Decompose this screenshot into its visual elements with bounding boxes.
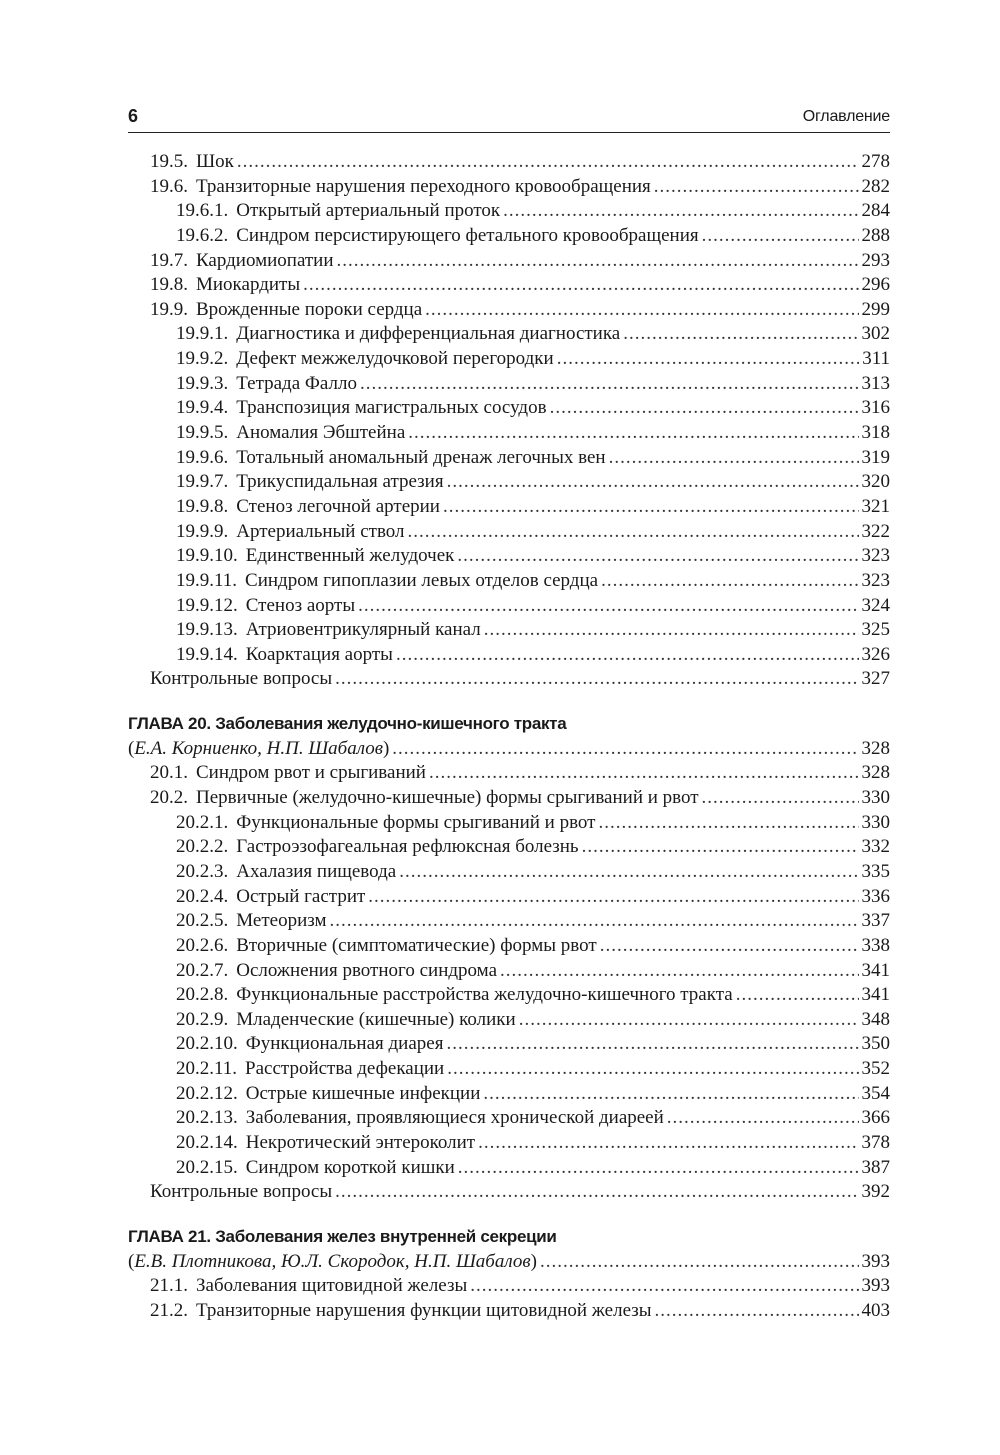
entry-number: 21.1. <box>150 1275 188 1297</box>
toc-entry <box>128 1008 890 1033</box>
page-ref: 326 <box>861 643 890 665</box>
entry-title: Заболевания, проявляющиеся хронической диареей <box>245 1107 664 1129</box>
entry-title: Единственный желудочек <box>245 545 455 567</box>
dot-leader <box>623 322 858 347</box>
entry-number: 20.2.11. <box>176 1058 238 1080</box>
dot-leader <box>478 1131 858 1156</box>
entry-title: Аномалия Эбштейна <box>236 422 406 444</box>
running-header <box>128 104 890 133</box>
entry-number: 20.2.7. <box>176 959 229 981</box>
page-ref: 332 <box>861 836 890 858</box>
entry-number: 19.9.10. <box>176 545 238 567</box>
entry-title: Тетрада Фалло <box>236 372 357 394</box>
entry-number: 20.2.13. <box>176 1107 238 1129</box>
dot-leader <box>457 544 858 569</box>
entry-title: Острый гастрит <box>236 885 366 907</box>
chapter-authors-line <box>128 1250 890 1275</box>
dot-leader <box>503 199 858 224</box>
entry-number: 19.9. <box>150 298 188 320</box>
entry-number: 19.9.5. <box>176 422 229 444</box>
toc-entry <box>128 885 890 910</box>
entry-number: 19.9.13. <box>176 619 238 641</box>
paren-close: ) <box>530 1250 537 1272</box>
toc-entry <box>128 249 890 274</box>
toc-entry <box>128 347 890 372</box>
entry-number: 19.5. <box>150 151 188 172</box>
toc-entry <box>128 934 890 959</box>
section-spacer <box>128 692 890 700</box>
entry-title: Артериальный ствол <box>236 520 405 542</box>
entry-number: 20.1. <box>150 762 188 784</box>
entry-title: Шок <box>196 151 234 172</box>
toc-entry <box>128 618 890 643</box>
entry-title: Заболевания щитовидной железы <box>196 1275 468 1297</box>
page-ref: 324 <box>861 594 890 616</box>
entry-title: Транзиторные нарушения функции щитовидной железы <box>196 1299 652 1321</box>
dot-leader <box>598 811 858 836</box>
toc-entry <box>128 150 890 175</box>
toc-entry <box>128 1156 890 1181</box>
page-ref: 341 <box>861 959 890 981</box>
page-ref: 378 <box>861 1131 890 1153</box>
page-ref: 323 <box>861 545 890 567</box>
dot-leader <box>408 421 858 446</box>
dot-leader <box>550 396 859 421</box>
entry-number: 20.2.6. <box>176 934 229 956</box>
page-ref: 330 <box>861 811 890 833</box>
entry-number: 20.2.2. <box>176 836 229 858</box>
toc-entry <box>128 1032 890 1057</box>
page-ref: 296 <box>861 274 890 296</box>
entry-title: Открытый артериальный проток <box>236 200 501 222</box>
page-ref: 318 <box>861 422 890 444</box>
page-ref: 336 <box>861 885 890 907</box>
chapter-heading: ГЛАВА 21. Заболевания желез внутренней секреции <box>128 1226 557 1246</box>
chapter-authors: Е.А. Корниенко, Н.П. Шабалов <box>134 737 383 759</box>
entry-number: 20.2. <box>150 787 188 809</box>
entry-number: 20.2.4. <box>176 885 229 907</box>
dot-leader <box>470 1274 858 1299</box>
page-ref: 392 <box>861 1181 890 1203</box>
dot-leader <box>655 1299 859 1324</box>
toc-entry <box>128 495 890 520</box>
dot-leader <box>582 835 859 860</box>
dot-leader <box>447 470 859 495</box>
paren-open: ( <box>128 1250 135 1272</box>
page-ref: 319 <box>861 446 890 468</box>
entry-number: 19.7. <box>150 249 188 271</box>
entry-number: 19.9.6. <box>176 446 229 468</box>
dot-leader <box>540 1250 859 1275</box>
entry-title: Коарктация аорты <box>245 643 393 665</box>
page-number: 6 <box>128 106 139 126</box>
page-ref: 311 <box>862 348 890 370</box>
entry-number: 19.9.14. <box>176 643 238 665</box>
dot-leader <box>736 983 859 1008</box>
page-ref: 366 <box>861 1107 890 1129</box>
entry-title: Расстройства дефекации <box>245 1058 445 1080</box>
page-ref: 403 <box>861 1299 890 1321</box>
toc-entry <box>128 372 890 397</box>
toc-entry <box>128 594 890 619</box>
page-ref: 338 <box>861 934 890 956</box>
table-of-contents <box>128 150 890 1323</box>
page-ref: 337 <box>861 910 890 932</box>
toc-entry <box>128 1299 890 1324</box>
entry-title: Синдром короткой кишки <box>245 1156 455 1178</box>
toc-entry <box>128 298 890 323</box>
page-ref: 320 <box>861 471 890 493</box>
entry-number: 19.9.12. <box>176 594 238 616</box>
dot-leader <box>447 1057 858 1082</box>
page-ref: 335 <box>861 860 890 882</box>
entry-title: Тотальный аномальный дренаж легочных вен <box>236 446 606 468</box>
dot-leader <box>392 737 858 762</box>
toc-entry <box>128 1106 890 1131</box>
entry-number: 19.9.7. <box>176 471 229 493</box>
entry-title: Контрольные вопросы <box>150 1181 333 1203</box>
chapter-authors-line <box>128 737 890 762</box>
paren-close: ) <box>382 737 390 759</box>
entry-number: 19.9.1. <box>176 323 229 345</box>
entry-number: 20.2.15. <box>176 1156 238 1178</box>
toc-entry <box>128 273 890 298</box>
dot-leader <box>337 249 859 274</box>
page-ref: 341 <box>861 984 890 1006</box>
paren-open: ( <box>128 737 135 759</box>
dot-leader <box>601 569 858 594</box>
entry-number: 20.2.5. <box>176 910 229 932</box>
toc-entry <box>128 1082 890 1107</box>
page-ref: 393 <box>861 1275 890 1297</box>
chapter-authors: Е.В. Плотникова, Ю.Л. Скородок, Н.П. Шабалов <box>134 1250 531 1272</box>
page-ref: 278 <box>861 151 890 172</box>
page-ref: 293 <box>861 249 890 271</box>
dot-leader <box>519 1008 859 1033</box>
entry-number: 20.2.3. <box>176 860 229 882</box>
entry-title: Ахалазия пищевода <box>236 860 397 882</box>
dot-leader <box>408 520 859 545</box>
entry-title: Врожденные пороки сердца <box>196 298 423 320</box>
dot-leader <box>609 446 859 471</box>
page-ref: 288 <box>861 224 890 246</box>
entry-title: Транспозиция магистральных сосудов <box>236 397 547 419</box>
dot-leader <box>443 495 859 520</box>
toc-entry <box>128 175 890 200</box>
page-ref: 299 <box>861 298 890 320</box>
page-ref: 284 <box>861 200 890 222</box>
entry-title: Гастроэзофагеальная рефлюксная болезнь <box>236 836 579 858</box>
entry-number: 19.9.2. <box>176 348 229 370</box>
page-ref: 282 <box>861 175 890 197</box>
page-ref: 322 <box>861 520 890 542</box>
page-ref: 328 <box>861 762 890 784</box>
entry-number: 19.8. <box>150 274 188 296</box>
entry-title: Кардиомиопатии <box>196 249 334 271</box>
dot-leader <box>330 909 859 934</box>
entry-number: 20.2.12. <box>176 1082 238 1104</box>
toc-entry <box>128 983 890 1008</box>
entry-title: Некротический энтероколит <box>245 1131 476 1153</box>
dot-leader <box>702 224 859 249</box>
entry-number: 19.9.3. <box>176 372 229 394</box>
page-ref: 393 <box>861 1250 890 1272</box>
entry-title: Диагностика и дифференциальная диагностика <box>236 323 621 345</box>
entry-number: 19.9.9. <box>176 520 229 542</box>
toc-entry <box>128 761 890 786</box>
entry-title: Острые кишечные инфекции <box>245 1082 481 1104</box>
toc-entry <box>128 1131 890 1156</box>
entry-title: Стеноз аорты <box>245 594 356 616</box>
toc-entry <box>128 643 890 668</box>
entry-title: Стеноз легочной артерии <box>236 495 440 517</box>
entry-title: Миокардиты <box>196 274 301 296</box>
toc-entry <box>128 544 890 569</box>
toc-entry <box>128 421 890 446</box>
toc-entry <box>128 1274 890 1299</box>
entry-number: 20.2.10. <box>176 1033 238 1055</box>
entry-title: Синдром рвот и срыгиваний <box>196 762 426 784</box>
toc-entry <box>128 322 890 347</box>
dot-leader <box>654 175 859 200</box>
toc-entry <box>128 909 890 934</box>
entry-title: Транзиторные нарушения переходного кровообращения <box>196 175 651 197</box>
entry-title: Осложнения рвотного синдрома <box>236 959 497 981</box>
entry-number: 19.6. <box>150 175 188 197</box>
entry-number: 19.6.1. <box>176 200 229 222</box>
toc-entry <box>128 835 890 860</box>
entry-number: 19.9.8. <box>176 495 229 517</box>
toc-entry <box>128 667 890 692</box>
page-ref: 302 <box>861 323 890 345</box>
entry-number: 19.6.2. <box>176 224 229 246</box>
page-ref: 313 <box>861 372 890 394</box>
page-ref: 327 <box>861 668 890 690</box>
entry-number: 19.9.4. <box>176 397 229 419</box>
entry-title: Метеоризм <box>236 910 327 932</box>
entry-number: 20.2.9. <box>176 1008 229 1030</box>
entry-title: Синдром персистирующего фетального кровообращения <box>236 224 699 246</box>
dot-leader <box>557 347 860 372</box>
dot-leader <box>702 786 859 811</box>
entry-title: Синдром гипоплазии левых отделов сердца <box>245 569 599 591</box>
page-ref: 350 <box>861 1033 890 1055</box>
dot-leader <box>358 594 858 619</box>
dot-leader <box>335 1180 858 1205</box>
page-ref: 352 <box>861 1058 890 1080</box>
entry-number: 21.2. <box>150 1299 188 1321</box>
entry-title: Вторичные (симптоматические) формы рвот <box>236 934 597 956</box>
entry-number: 20.2.14. <box>176 1131 238 1153</box>
dot-leader <box>446 1032 858 1057</box>
toc-entry <box>128 470 890 495</box>
dot-leader <box>335 667 858 692</box>
toc-entry <box>128 224 890 249</box>
entry-title: Контрольные вопросы <box>150 668 333 690</box>
dot-leader <box>237 150 859 175</box>
page-ref: 316 <box>861 397 890 419</box>
page-ref: 330 <box>861 787 890 809</box>
dot-leader <box>429 761 859 786</box>
toc-entry <box>128 1180 890 1205</box>
toc-entry <box>128 520 890 545</box>
dot-leader <box>368 885 858 910</box>
page-ref: 325 <box>861 619 890 641</box>
page-ref: 328 <box>861 737 890 759</box>
dot-leader <box>396 643 859 668</box>
dot-leader <box>425 298 858 323</box>
page-ref: 323 <box>861 569 890 591</box>
chapter-heading: ГЛАВА 20. Заболевания желудочно-кишечного тракта <box>128 714 567 734</box>
entry-title: Дефект межжелудочковой перегородки <box>236 348 554 370</box>
toc-entry <box>128 811 890 836</box>
toc-entry <box>128 199 890 224</box>
dot-leader <box>500 959 859 984</box>
entry-number: 20.2.1. <box>176 811 229 833</box>
entry-title: Атриовентрикулярный канал <box>245 619 481 641</box>
dot-leader <box>600 934 859 959</box>
dot-leader <box>484 618 859 643</box>
toc-entry <box>128 446 890 471</box>
toc-entry <box>128 959 890 984</box>
toc-entry <box>128 1057 890 1082</box>
entry-title: Первичные (желудочно-кишечные) формы срыгиваний и рвот <box>196 787 699 809</box>
dot-leader <box>667 1106 859 1131</box>
dot-leader <box>483 1082 858 1107</box>
entry-title: Младенческие (кишечные) колики <box>236 1008 516 1030</box>
entry-title: Функциональная диарея <box>245 1033 444 1055</box>
page-ref: 321 <box>861 495 890 517</box>
entry-title: Функциональные формы срыгиваний и рвот <box>236 811 596 833</box>
dot-leader <box>458 1156 859 1181</box>
toc-entry <box>128 396 890 421</box>
toc-entry <box>128 569 890 594</box>
entry-title: Трикуспидальная атрезия <box>236 471 444 493</box>
entry-number: 20.2.8. <box>176 984 229 1006</box>
toc-entry <box>128 786 890 811</box>
dot-leader <box>360 372 859 397</box>
page-ref: 348 <box>861 1008 890 1030</box>
page-ref: 354 <box>861 1082 890 1104</box>
dot-leader <box>303 273 858 298</box>
section-spacer <box>128 1205 890 1213</box>
toc-entry <box>128 860 890 885</box>
running-title: Оглавление <box>802 108 890 125</box>
dot-leader <box>399 860 858 885</box>
entry-title: Функциональные расстройства желудочно-кишечного тракта <box>236 984 733 1006</box>
page-ref: 387 <box>861 1156 890 1178</box>
entry-number: 19.9.11. <box>176 569 238 591</box>
